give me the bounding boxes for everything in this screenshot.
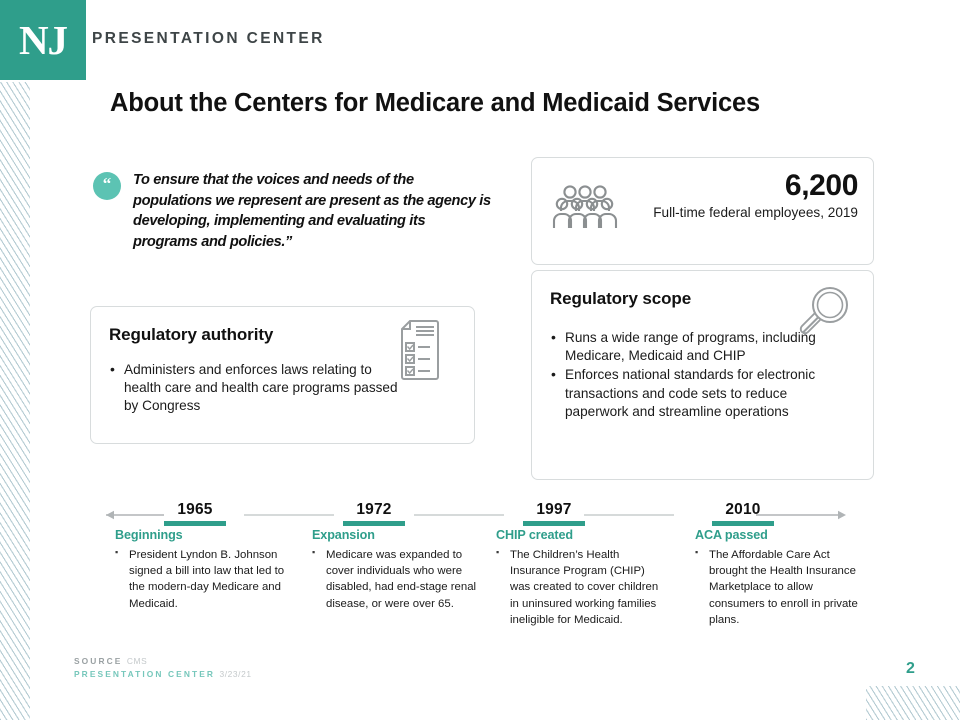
timeline-year: 2010	[725, 501, 761, 518]
stat-label: Full-time federal employees, 2019	[653, 204, 858, 220]
footer	[74, 655, 252, 681]
list-item: ▪ The Children’s Health Insurance Program (CHIP) was created to cover children in uninsured working families ineligible for Medicaid.	[496, 547, 668, 628]
footer-source-value: CMS	[126, 656, 148, 666]
timeline-year: 1972	[356, 501, 392, 518]
timeline-bullets	[695, 547, 867, 628]
card-title-authority: Regulatory authority	[109, 325, 274, 344]
timeline-bullets	[496, 547, 668, 628]
timeline-heading: ACA passed	[695, 528, 768, 542]
regulatory-scope-card	[531, 270, 874, 480]
timeline-year: 1997	[536, 501, 572, 518]
timeline-year-block	[155, 502, 235, 526]
nj-logo-text: NJ	[18, 16, 68, 63]
quote-mark-icon	[93, 172, 121, 200]
page-number: 2	[906, 660, 915, 677]
timeline-bullets	[312, 547, 480, 612]
page-title: About the Centers for Medicare and Medicaid Services	[110, 89, 760, 117]
timeline-milestone-2010	[695, 501, 867, 628]
footer-pc-label: PRESENTATION CENTER	[74, 669, 216, 680]
timeline	[0, 498, 960, 648]
regulatory-authority-card	[90, 306, 475, 444]
people-group-icon	[552, 184, 618, 235]
quote-glyph: “	[102, 174, 112, 193]
checklist-document-icon	[396, 319, 446, 386]
hatch-pattern-bottom-right	[866, 686, 960, 720]
timeline-heading: Beginnings	[115, 528, 183, 542]
nj-logo	[0, 0, 86, 80]
timeline-year-block	[514, 502, 594, 526]
stat-content	[630, 170, 858, 221]
list-item: ▪ The Affordable Care Act brought the Health Insurance Marketplace to allow consumers to enroll in private plans.	[695, 547, 867, 628]
timeline-year-block	[703, 502, 783, 526]
list-item: • Runs a wide range of programs, including Medicare, Medicaid and CHIP	[550, 329, 850, 365]
timeline-milestone-1965	[115, 501, 290, 612]
timeline-milestone-1972	[312, 501, 480, 612]
list-item: ▪ President Lyndon B. Johnson signed a bill into law that led to the modern-day Medicare and Medicaid.	[115, 547, 290, 612]
footer-pc-row	[74, 668, 252, 681]
timeline-heading: CHIP created	[496, 528, 573, 542]
timeline-milestone-1997	[496, 501, 668, 628]
list-item: ▪ Medicare was expanded to cover individuals who were disabled, had end-stage renal disease, or were over 65.	[312, 547, 480, 612]
brand-title: PRESENTATION CENTER	[92, 30, 325, 47]
timeline-year-underline	[523, 521, 585, 526]
timeline-year-underline	[343, 521, 405, 526]
stat-card	[531, 157, 874, 265]
card-title-scope: Regulatory scope	[550, 289, 692, 308]
quote-text: To ensure that the voices and needs of the populations we represent are present as the agency is developing, implementing and evaluating its programs and policies.”	[133, 172, 491, 251]
timeline-heading: Expansion	[312, 528, 375, 542]
stat-number: 6,200	[784, 169, 858, 202]
timeline-year-block	[334, 502, 414, 526]
quote-block	[93, 170, 493, 253]
footer-source-row	[74, 655, 252, 668]
timeline-bullets	[115, 547, 290, 612]
footer-date-value: 3/23/21	[219, 669, 252, 680]
timeline-year-underline	[712, 521, 774, 526]
timeline-year: 1965	[177, 501, 213, 518]
footer-source-label: SOURCE	[74, 656, 123, 666]
list-item: • Administers and enforces laws relating to health care and health care programs passed by Congress	[109, 361, 399, 416]
scope-bullets	[550, 329, 850, 422]
timeline-year-underline	[164, 521, 226, 526]
list-item: • Enforces national standards for electronic transactions and code sets to reduce paperwork and streamline operations	[550, 366, 850, 421]
authority-bullets	[109, 361, 399, 417]
